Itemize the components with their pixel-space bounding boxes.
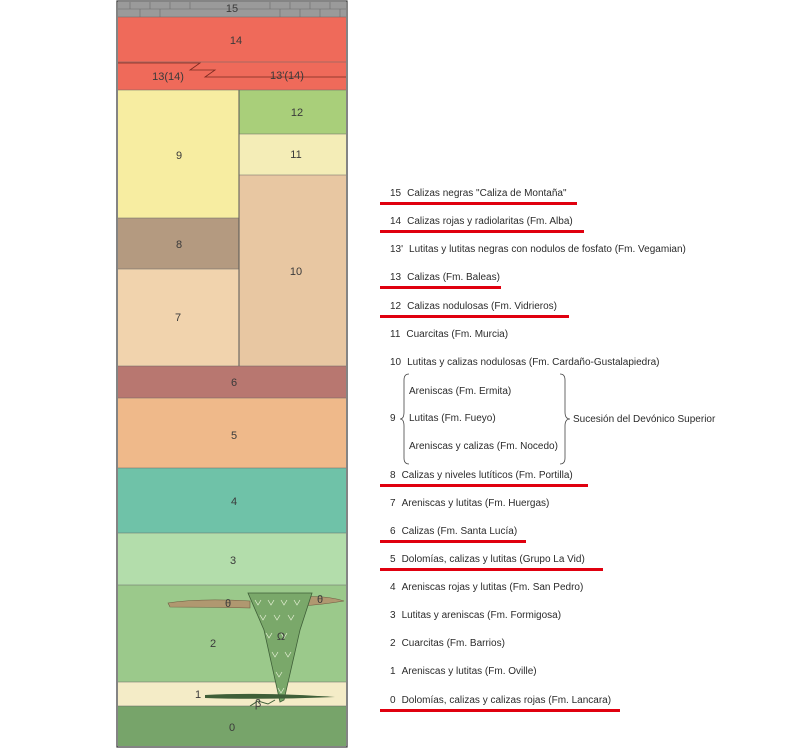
group-9-label: Sucesión del Devónico Superior <box>573 414 716 425</box>
label-14: 14 <box>229 35 243 47</box>
legend-item <box>390 241 686 259</box>
label-15: 15 <box>225 3 239 15</box>
legend-item-number: 4 <box>390 582 396 593</box>
legend-item-number: 2 <box>390 638 396 649</box>
legend-item-text: Dolomías, calizas y calizas rojas (Fm. Lancara) <box>401 695 612 706</box>
legend-item-number: 14 <box>390 216 402 227</box>
legend-item-text: Areniscas rojas y lutitas (Fm. San Pedro) <box>401 582 584 593</box>
label-theta-left: θ <box>224 598 232 610</box>
legend-item-number: 5 <box>390 554 396 565</box>
legend-item <box>390 354 659 372</box>
label-13-prime: 13'(14) <box>270 70 304 82</box>
legend-item-number: 0 <box>390 695 396 706</box>
stratigraphic-column <box>0 0 360 749</box>
legend-item <box>390 692 611 710</box>
legend-item <box>390 579 583 597</box>
legend <box>380 0 790 749</box>
label-omega: Ω <box>276 631 286 643</box>
legend-item-text: Calizas rojas y radiolaritas (Fm. Alba) <box>407 216 573 227</box>
label-3: 3 <box>229 555 237 567</box>
legend-highlight-underline <box>380 540 526 543</box>
legend-item-text: Calizas y niveles lutíticos (Fm. Portilla) <box>401 470 573 481</box>
label-11: 11 <box>290 149 302 161</box>
legend-item <box>390 326 508 344</box>
legend-item-number: 6 <box>390 526 396 537</box>
label-4: 4 <box>230 496 238 508</box>
legend-item <box>390 607 561 625</box>
legend-item-number: 3 <box>390 610 396 621</box>
legend-item-text: Areniscas y lutitas (Fm. Oville) <box>401 666 537 677</box>
legend-highlight-underline <box>380 315 569 318</box>
legend-item-text: Lutitas y areniscas (Fm. Formigosa) <box>401 610 562 621</box>
legend-item-number: 13' <box>390 244 404 255</box>
legend-item <box>390 551 585 569</box>
legend-highlight-underline <box>380 286 501 289</box>
label-5: 5 <box>230 430 238 442</box>
label-0: 0 <box>228 722 236 734</box>
group-9-braces <box>400 372 600 472</box>
legend-item-number: 7 <box>390 498 396 509</box>
legend-item <box>390 298 557 316</box>
legend-highlight-underline <box>380 568 603 571</box>
legend-item <box>390 635 505 653</box>
legend-item-text: Areniscas y lutitas (Fm. Huergas) <box>401 498 550 509</box>
right-brace <box>560 374 570 464</box>
legend-item-number: 10 <box>390 357 402 368</box>
legend-item <box>390 213 573 231</box>
legend-item-text: Areniscas (Fm. Ermita) <box>409 386 512 397</box>
legend-highlight-underline <box>380 230 584 233</box>
left-brace <box>400 374 409 464</box>
legend-item-text: Calizas nodulosas (Fm. Vidrieros) <box>407 301 557 312</box>
legend-item <box>390 663 537 681</box>
legend-highlight-underline <box>380 484 588 487</box>
legend-item <box>390 185 567 203</box>
legend-item-number: 13 <box>390 272 402 283</box>
unit-1 <box>118 682 346 706</box>
legend-item-number: 8 <box>390 470 396 481</box>
legend-item-number: 15 <box>390 188 402 199</box>
label-8: 8 <box>175 239 183 251</box>
legend-item-text: Calizas negras "Caliza de Montaña" <box>407 188 567 199</box>
legend-item-number: 1 <box>390 666 396 677</box>
legend-item <box>390 523 517 541</box>
label-10: 10 <box>289 266 303 278</box>
legend-item-text: Calizas (Fm. Santa Lucía) <box>401 526 518 537</box>
legend-item-text: Lutitas y lutitas negras con nodulos de fosfato (Fm. Vegamian) <box>409 244 686 255</box>
legend-item-number: 11 <box>390 329 401 340</box>
legend-item <box>390 495 549 513</box>
legend-item-text: Areniscas y calizas (Fm. Nocedo) <box>409 441 558 452</box>
label-12: 12 <box>290 107 304 119</box>
label-9: 9 <box>175 150 183 162</box>
legend-item <box>390 269 500 287</box>
label-1: 1 <box>194 689 202 701</box>
legend-item-text: Dolomías, calizas y lutitas (Grupo La Vid) <box>401 554 585 565</box>
label-7: 7 <box>174 312 182 324</box>
label-6: 6 <box>230 377 238 389</box>
legend-item-number: 9 <box>390 413 396 424</box>
legend-highlight-underline <box>380 709 620 712</box>
legend-item-text: Calizas (Fm. Baleas) <box>407 272 500 283</box>
legend-item-text: Lutitas y calizas nodulosas (Fm. Cardaño-Gustalapiedra) <box>407 357 660 368</box>
legend-item-number: 12 <box>390 301 402 312</box>
label-beta: β <box>254 698 262 710</box>
legend-item-text: Cuarcitas (Fm. Barrios) <box>401 638 505 649</box>
legend-highlight-underline <box>380 202 577 205</box>
legend-item-text: Lutitas (Fm. Fueyo) <box>409 413 496 424</box>
legend-item-text: Cuarcitas (Fm. Murcia) <box>406 329 509 340</box>
label-2: 2 <box>209 638 217 650</box>
label-13: 13(14) <box>152 71 184 83</box>
label-theta-right: θ <box>316 594 324 606</box>
